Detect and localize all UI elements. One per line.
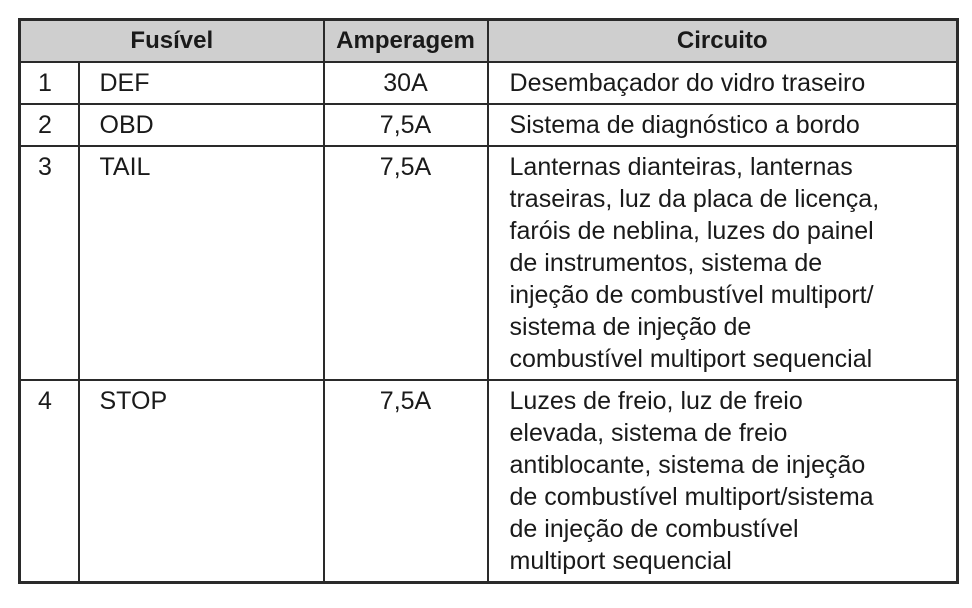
header-circuit: Circuito bbox=[488, 20, 958, 63]
fuse-name: TAIL bbox=[79, 146, 324, 380]
fuse-name: OBD bbox=[79, 104, 324, 146]
table-row bbox=[20, 146, 958, 380]
table-row bbox=[20, 62, 958, 104]
circuit-line: Desembaçador do vidro traseiro bbox=[509, 69, 866, 97]
fuse-amperage: 7,5A bbox=[324, 380, 488, 583]
circuit-line: injeção de combustível multiport/ bbox=[509, 281, 874, 309]
header-amperage: Amperagem bbox=[324, 20, 488, 63]
fuse-circuit bbox=[488, 104, 958, 146]
table-header-row bbox=[20, 20, 958, 63]
circuit-line: elevada, sistema de freio bbox=[509, 419, 788, 447]
fuse-number: 3 bbox=[20, 146, 79, 380]
fuse-name: DEF bbox=[79, 62, 324, 104]
fuse-amperage: 7,5A bbox=[324, 104, 488, 146]
fuse-circuit bbox=[488, 62, 958, 104]
circuit-line: Lanternas dianteiras, lanternas bbox=[509, 153, 853, 181]
fuse-amperage: 30A bbox=[324, 62, 488, 104]
circuit-line: Sistema de diagnóstico a bordo bbox=[509, 111, 860, 139]
circuit-line: traseiras, luz da placa de licença, bbox=[509, 185, 880, 213]
fuse-amperage: 7,5A bbox=[324, 146, 488, 380]
fuse-circuit bbox=[488, 380, 958, 583]
fuse-name: STOP bbox=[79, 380, 324, 583]
table-row bbox=[20, 104, 958, 146]
circuit-line: sistema de injeção de bbox=[509, 313, 752, 341]
circuit-line: de combustível multiport/sistema bbox=[509, 483, 874, 511]
fuse-circuit bbox=[488, 146, 958, 380]
circuit-line: de injeção de combustível bbox=[509, 515, 799, 543]
fuse-number: 2 bbox=[20, 104, 79, 146]
fuse-number: 1 bbox=[20, 62, 79, 104]
circuit-line: antiblocante, sistema de injeção bbox=[509, 451, 866, 479]
header-fuse: Fusível bbox=[20, 20, 324, 63]
fuse-number: 4 bbox=[20, 380, 79, 583]
circuit-line: multiport sequencial bbox=[509, 547, 732, 575]
fuse-table bbox=[18, 18, 959, 584]
circuit-line: de instrumentos, sistema de bbox=[509, 249, 823, 277]
table-row bbox=[20, 380, 958, 583]
circuit-line: faróis de neblina, luzes do painel bbox=[509, 217, 874, 245]
circuit-line: combustível multiport sequencial bbox=[509, 345, 873, 373]
circuit-line: Luzes de freio, luz de freio bbox=[509, 387, 803, 415]
